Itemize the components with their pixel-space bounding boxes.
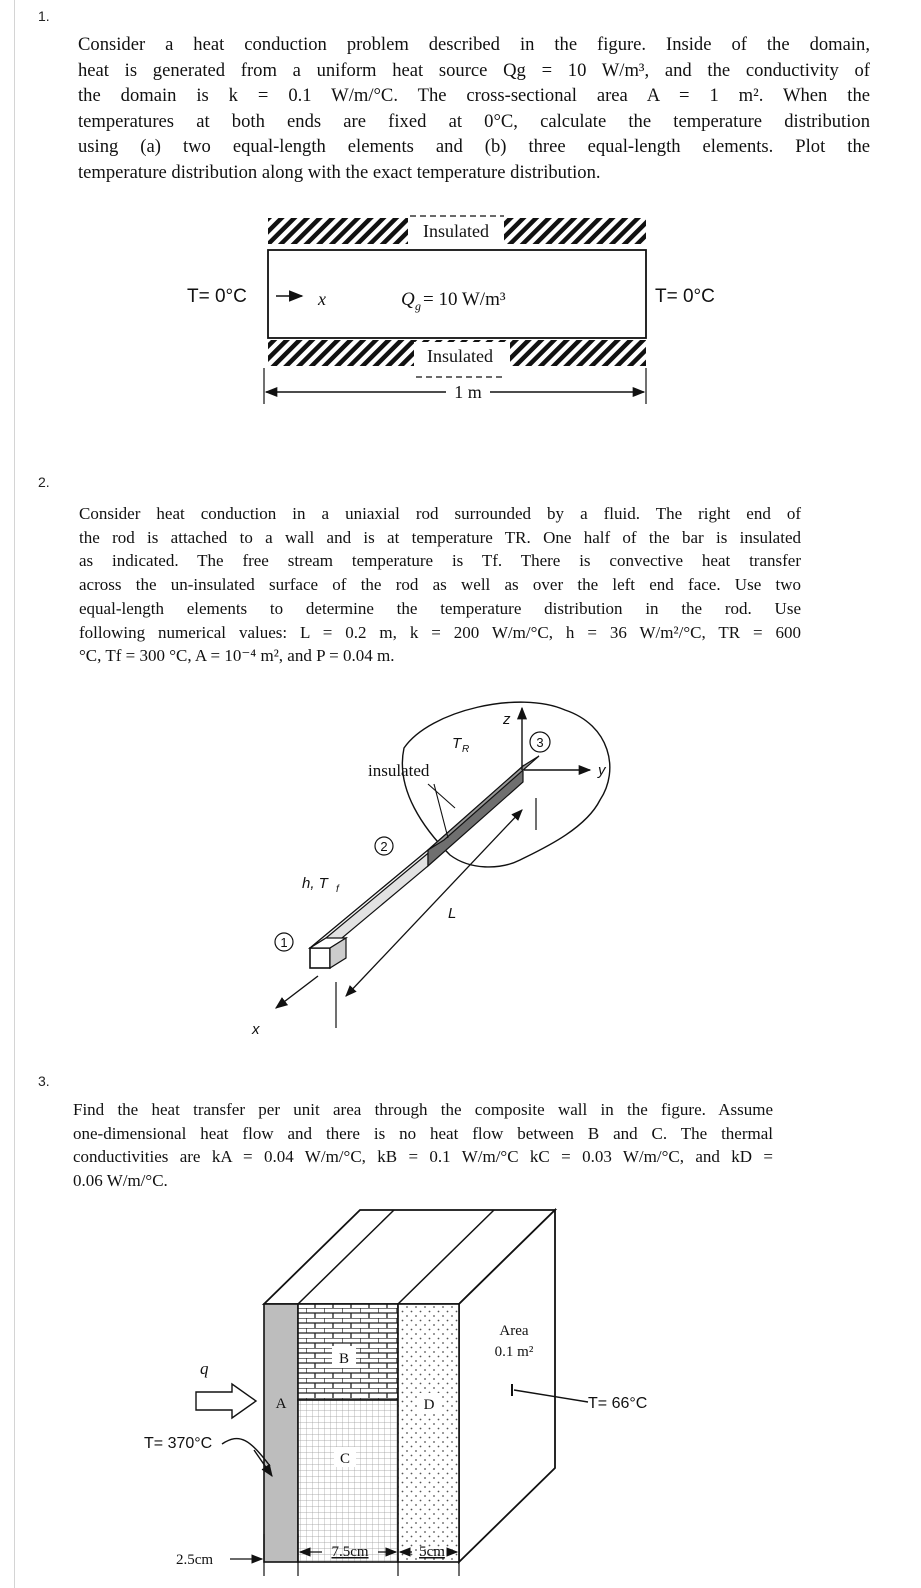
problem-2-line: Consider heat conduction in a uniaxial rod surrounded by a fluid. The right end of [79, 504, 801, 523]
dim-d-label: 5cm [419, 1544, 445, 1560]
length-label: L [448, 905, 457, 922]
source-symbol: Q [401, 289, 415, 310]
problem-2-line: following numerical values: L = 0.2 m, k = 200 W/m/°C, h = 36 W/m²/°C, TR = 600 [79, 622, 801, 642]
problem-2-line: as indicated. The free stream temperature is Tf. There is convective heat transfer [79, 551, 801, 571]
problem-1-number: 1. [38, 8, 50, 24]
y-axis-label: y [598, 762, 606, 779]
problem-1-line: Consider a heat conduction problem described in the figure. Inside of the domain, [78, 34, 870, 55]
left-temp: T= 0°C [187, 286, 247, 307]
layer-c [298, 1400, 398, 1562]
problem-3-line: conductivities are kA = 0.04 W/m/°C, kB = 0.1 W/m/°C kC = 0.03 W/m/°C, and kD = [73, 1147, 773, 1166]
problem-2-line: the rod is attached to a wall and is at temperature TR. One half of the bar is insulated [79, 527, 801, 547]
area-value: 0.1 m² [494, 1344, 534, 1360]
problem-2-line: °C, Tf = 300 °C, A = 10⁻⁴ m², and P = 0.04 m. [79, 646, 395, 666]
problem-3-number: 3. [38, 1073, 50, 1089]
q-label: q [200, 1359, 209, 1378]
figure-1 [0, 0, 921, 420]
problem-3-line: one-dimensional heat flow and there is no heat flow between B and C. The thermal [73, 1123, 773, 1143]
problem-3-text [73, 1098, 773, 1192]
layer-a [264, 1304, 298, 1562]
tr-label: T [452, 735, 462, 752]
x-axis-label: x [252, 1021, 260, 1038]
problem-3-line: 0.06 W/m/°C. [73, 1170, 168, 1190]
bottom-insulated-label: Insulated [427, 346, 493, 366]
node-3-label: 3 [536, 735, 544, 750]
problem-2-number: 2. [38, 474, 50, 490]
problem-2-line: equal-length elements to determine the temperature distribution in the rod. Use [79, 598, 801, 618]
tr-subscript: R [462, 744, 470, 755]
label-b: B [338, 1351, 350, 1367]
tf-subscript: f [336, 884, 339, 895]
top-insulated-label: Insulated [423, 221, 489, 241]
area-label: Area [499, 1323, 529, 1339]
figure-2 [0, 680, 921, 1060]
insulated-label: insulated [368, 761, 430, 780]
length-label: 1 m [454, 382, 482, 402]
x-axis-label: x [318, 289, 326, 309]
problem-2-line: across the un-insulated surface of the rod as well as over the left end face. Use two [79, 575, 801, 595]
label-c: C [339, 1451, 351, 1467]
problem-3-line: Find the heat transfer per unit area through the composite wall in the figure. Assume [73, 1100, 773, 1119]
right-temp: T= 0°C [655, 286, 715, 307]
t-left-label: T= 370°C [144, 1435, 213, 1452]
layer-d [398, 1304, 459, 1562]
problem-1-line: temperature distribution along with the exact temperature distribution. [78, 161, 601, 183]
h-tf-label: h, T [302, 875, 328, 892]
problem-2-text [79, 502, 801, 668]
heat-flow-arrow [196, 1384, 256, 1418]
source-value: = 10 W/m³ [423, 289, 506, 310]
label-d: D [423, 1397, 435, 1413]
z-axis-label: z [503, 711, 511, 728]
rod-end-face [310, 948, 330, 968]
problem-1-line: the domain is k = 0.1 W/m/°C. The cross-sectional area A = 1 m². When the [78, 85, 870, 107]
dim-a-label: 2.5cm [176, 1552, 214, 1568]
dim-bc-label: 7.5cm [331, 1544, 369, 1560]
t-right-label: T= 66°C [588, 1395, 648, 1412]
source-subscript: g [415, 299, 421, 313]
problem-1-line: heat is generated from a uniform heat source Qg = 10 W/m³, and the conductivity of [78, 59, 870, 81]
node-1-label: 1 [280, 935, 288, 950]
label-a: A [275, 1396, 287, 1412]
problem-1-line: temperatures at both ends are fixed at 0°C, calculate the temperature distribution [78, 110, 870, 132]
node-2-label: 2 [380, 839, 388, 854]
problem-1-line: using (a) two equal-length elements and (b) three equal-length elements. Plot the [78, 136, 870, 158]
figure-3 [0, 1188, 921, 1588]
